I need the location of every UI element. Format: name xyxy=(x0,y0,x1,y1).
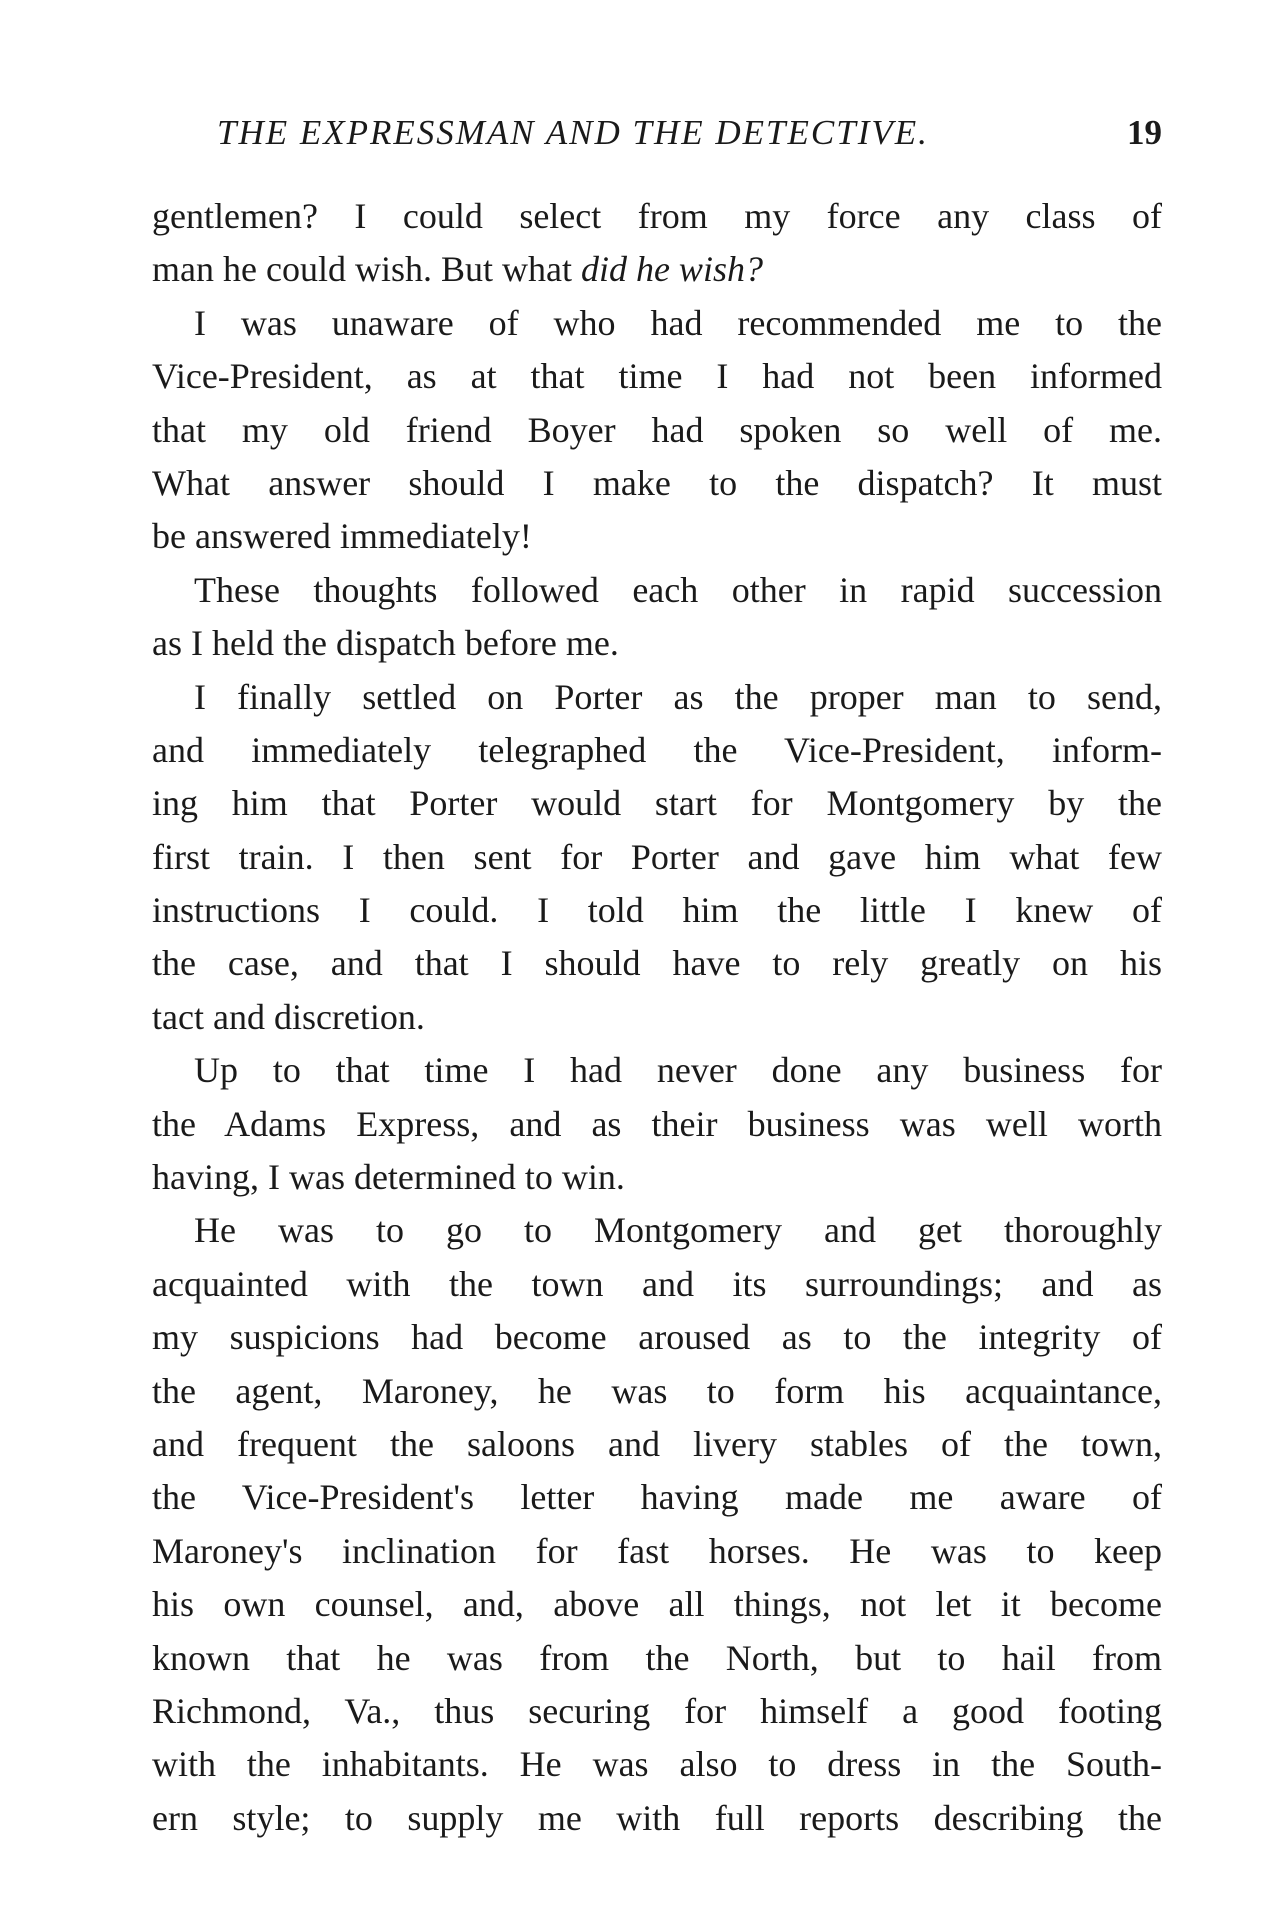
text-line: Vice-President, as at that time I had not been informed xyxy=(152,356,1162,397)
paragraph-start-line: These thoughts followed each other in rapid succession xyxy=(194,569,1162,610)
text-line: his own counsel, and, above all things, not let it become xyxy=(152,1584,1162,1625)
running-title: THE EXPRESSMAN AND THE DETECTIVE. xyxy=(217,113,929,152)
text-line: the Vice-President's letter having made me aware of xyxy=(152,1477,1162,1518)
text-line: the case, and that I should have to rely greatly on his xyxy=(152,943,1162,984)
paragraph-end-line: tact and discretion. xyxy=(152,996,425,1037)
text-line: the agent, Maroney, he was to form his acquaintance, xyxy=(152,1370,1162,1411)
paragraph-end-line: be answered immediately! xyxy=(152,516,532,557)
italic-phrase: did he wish? xyxy=(580,249,763,290)
paragraph-start-line: Up to that time I had never done any business for xyxy=(194,1050,1162,1091)
text-line: that my old friend Boyer had spoken so well of me. xyxy=(152,409,1162,450)
text-line: Richmond, Va., thus securing for himself a good footing xyxy=(152,1690,1162,1731)
text-line: instructions I could. I told him the little I knew of xyxy=(152,890,1162,931)
text-line: What answer should I make to the dispatch? It must xyxy=(152,462,1162,503)
text-line: known that he was from the North, but to hail from xyxy=(152,1637,1162,1678)
text-line: and frequent the saloons and livery stables of the town, xyxy=(152,1423,1162,1464)
paragraph-start-line: I was unaware of who had recommended me to the xyxy=(194,302,1162,343)
text-line: ern style; to supply me with full reports describing the xyxy=(152,1797,1162,1838)
paragraph-end-line: as I held the dispatch before me. xyxy=(152,623,619,664)
text-line: acquainted with the town and its surroundings; and as xyxy=(152,1263,1162,1304)
text-line: ing him that Porter would start for Montgomery by the xyxy=(152,783,1162,824)
text-line xyxy=(152,243,1162,296)
body-text xyxy=(152,190,1162,1845)
text-line: first train. I then sent for Porter and gave him what few xyxy=(152,836,1162,877)
page-number: 19 xyxy=(1127,113,1162,152)
paragraph-start-line: I finally settled on Porter as the proper man to send, xyxy=(194,676,1162,717)
text-line: and immediately telegraphed the Vice-President, inform- xyxy=(152,729,1162,770)
text-line: my suspicions had become aroused as to the integrity of xyxy=(152,1317,1162,1358)
text-line-roman: man he could wish. But what xyxy=(152,249,572,290)
text-line: the Adams Express, and as their business was well worth xyxy=(152,1103,1162,1144)
running-head xyxy=(152,108,1162,158)
paragraph-end-line: having, I was determined to win. xyxy=(152,1157,625,1198)
paragraph-start-line: He was to go to Montgomery and get thoroughly xyxy=(194,1210,1162,1251)
text-line: with the inhabitants. He was also to dress in the South- xyxy=(152,1744,1162,1785)
text-line: gentlemen? I could select from my force any class of xyxy=(152,196,1162,236)
text-line: Maroney's inclination for fast horses. He was to keep xyxy=(152,1530,1162,1571)
